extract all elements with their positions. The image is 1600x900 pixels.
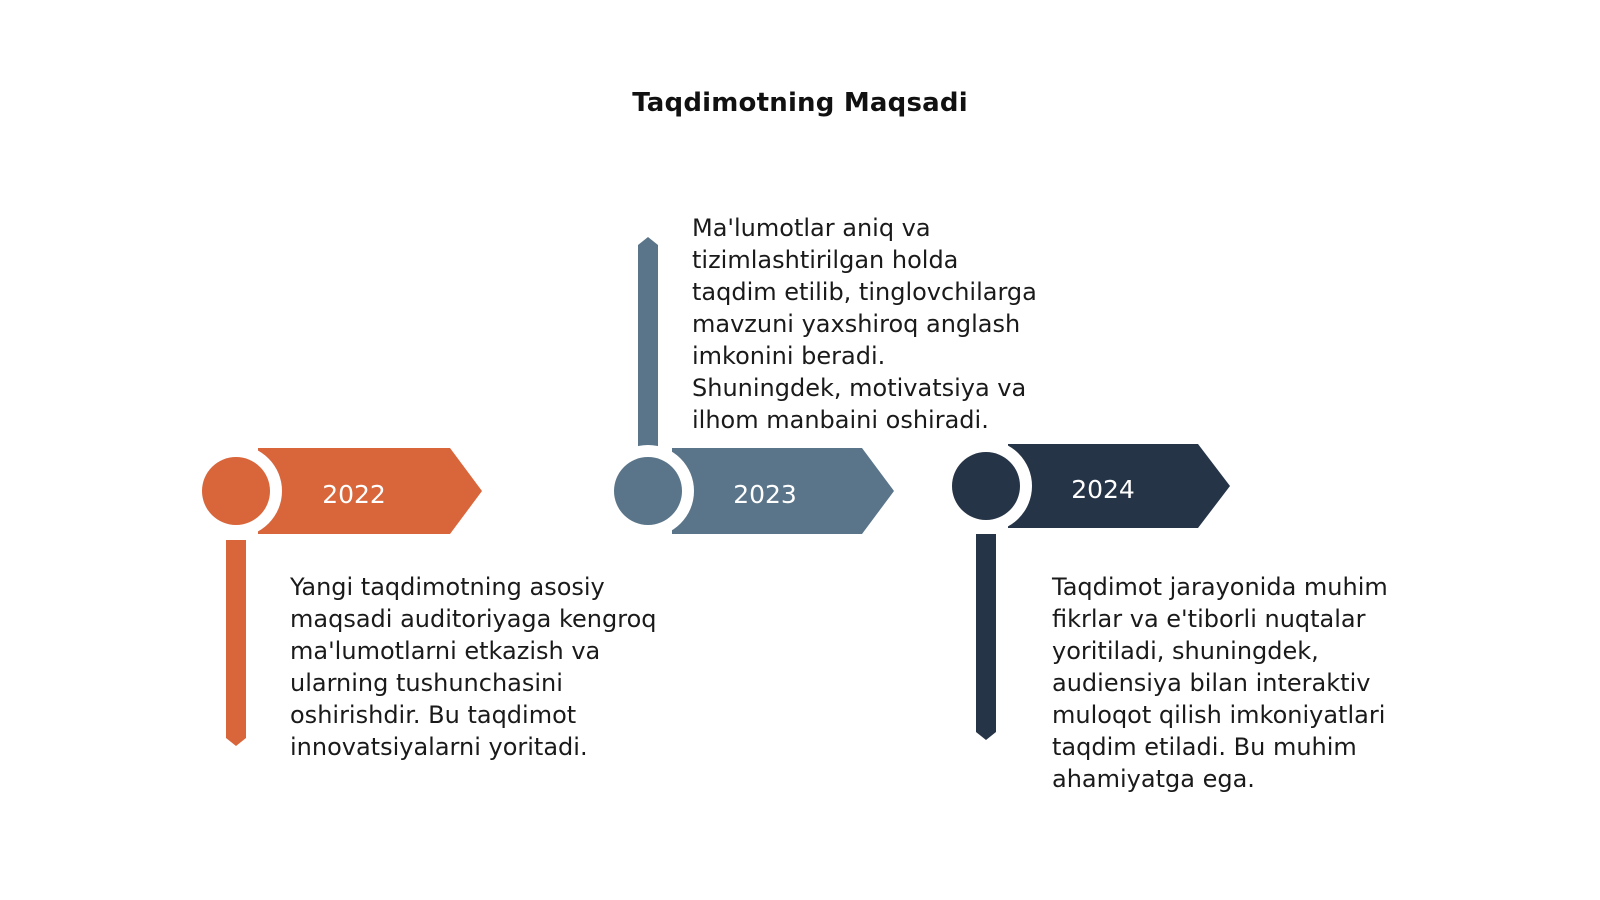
milestone-2023-year: 2023 bbox=[733, 480, 797, 509]
milestone-2024-description: Taqdimot jarayonida muhim fikrlar va e'tiborli nuqtalar yoritiladi, shuningdek, audiensiya bilan interaktiv muloqot qilish imkoniyatlari taqdim etiladi. Bu muhim ahamiyatga ega. bbox=[1052, 573, 1388, 793]
milestone-2023-dot bbox=[614, 457, 682, 525]
milestone-2022-year: 2022 bbox=[322, 480, 386, 509]
milestone-2022-dot bbox=[202, 457, 270, 525]
milestone-2022-stem bbox=[226, 540, 246, 746]
milestone-2023-stem bbox=[638, 237, 658, 448]
page-title: Taqdimotning Maqsadi bbox=[632, 88, 968, 118]
milestone-2024-stem bbox=[976, 534, 996, 740]
milestone-2024-dot bbox=[952, 452, 1020, 520]
milestone-2024-year: 2024 bbox=[1071, 475, 1135, 504]
milestone-2022-description: Yangi taqdimotning asosiy maqsadi auditoriyaga kengroq ma'lumotlarni etkazish va ularning tushunchasini oshirishdir. Bu taqdimot innovatsiyalarni yoritadi. bbox=[290, 573, 657, 761]
milestone-2023-description: Ma'lumotlar aniq va tizimlashtirilgan holda taqdim etilib, tinglovchilarga mavzuni yaxshiroq anglash imkonini beradi. Shuningdek, motivatsiya va ilhom manbaini oshiradi. bbox=[692, 214, 1037, 434]
